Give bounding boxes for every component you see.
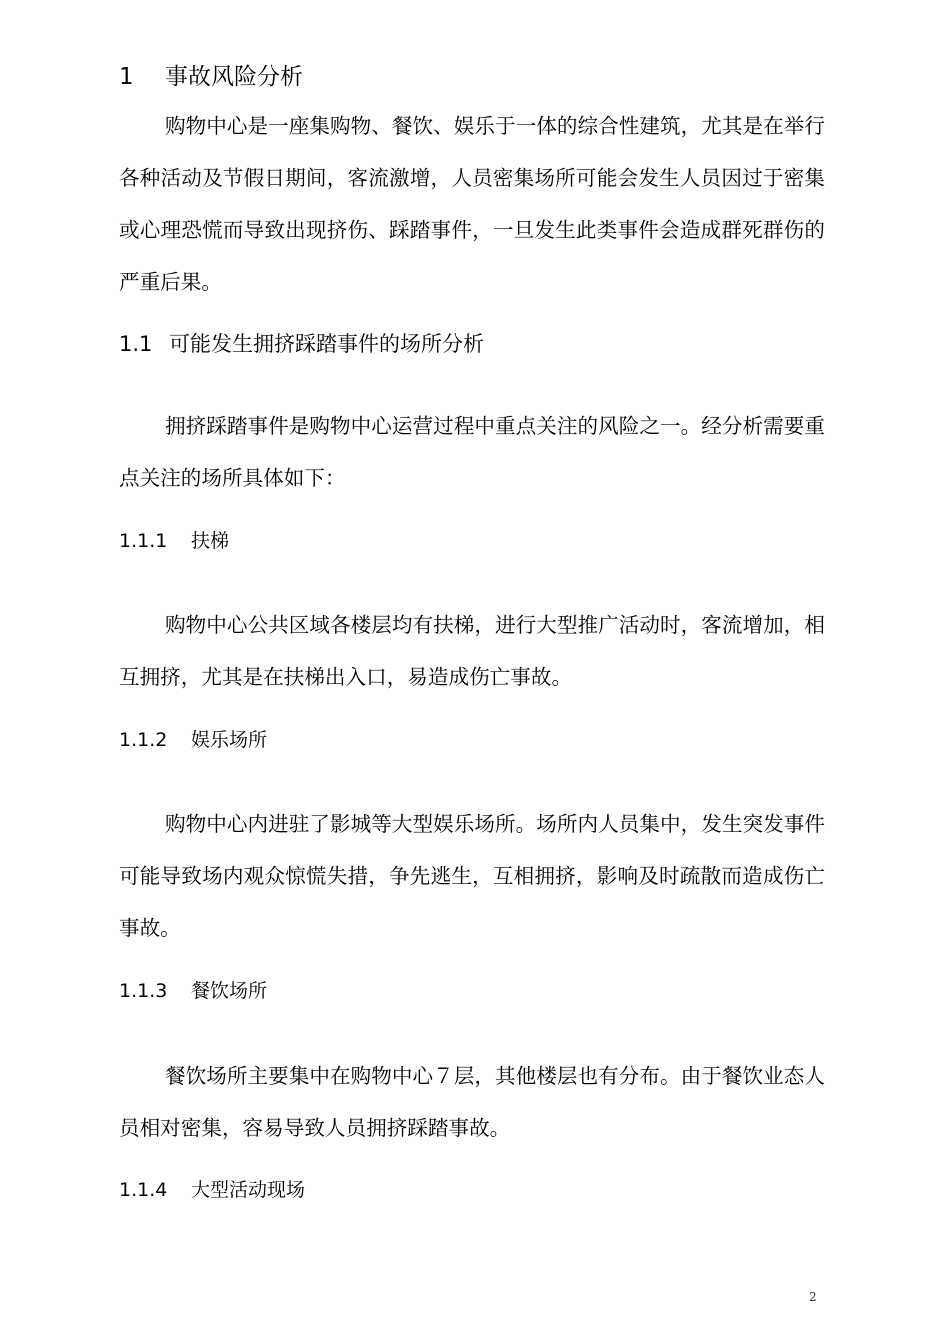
heading-1	[119, 60, 303, 94]
heading-1-number: 1	[119, 64, 134, 90]
heading-1-1-2	[119, 726, 267, 754]
heading-1-1	[119, 329, 484, 359]
heading-1-1-1-number: 1.1.1	[119, 530, 168, 552]
escalator-paragraph: 购物中心公共区域各楼层均有扶梯，进行大型推广活动时，客流增加，相互拥挤，尤其是在扶梯出入口，易造成伤亡事故。	[119, 613, 825, 689]
heading-1-1-1	[119, 527, 229, 555]
heading-1-1-number: 1.1	[119, 332, 153, 356]
heading-1-1-4	[119, 1176, 305, 1204]
dining-paragraph: 餐饮场所主要集中在购物中心７层，其他楼层也有分布。由于餐饮业态人员相对密集，容易导致人员拥挤踩踏事故。	[119, 1064, 825, 1140]
section-1-1-paragraph: 拥挤踩踏事件是购物中心运营过程中重点关注的风险之一。经分析需要重点关注的场所具体如下：	[119, 414, 825, 490]
page-number: 2	[809, 1290, 817, 1304]
entertainment-paragraph: 购物中心内进驻了影城等大型娱乐场所。场所内人员集中，发生突发事件可能导致场内观众惊慌失措，争先逃生，互相拥挤，影响及时疏散而造成伤亡事故。	[119, 812, 825, 940]
heading-1-1-4-title: 大型活动现场	[191, 1179, 306, 1201]
heading-1-1-3-number: 1.1.3	[119, 980, 168, 1002]
intro-paragraph: 购物中心是一座集购物、餐饮、娱乐于一体的综合性建筑，尤其是在举行各种活动及节假日期间，客流激增，人员密集场所可能会发生人员因过于密集或心理恐慌而导致出现挤伤、踩踏事件，一旦发生此类事件会造成群死群伤的严重后果。	[119, 114, 825, 294]
heading-1-1-3-title: 餐饮场所	[191, 980, 268, 1002]
heading-1-1-1-title: 扶梯	[191, 530, 230, 552]
heading-1-1-2-number: 1.1.2	[119, 729, 168, 751]
heading-1-1-title: 可能发生拥挤踩踏事件的场所分析	[169, 332, 484, 356]
heading-1-1-3	[119, 977, 267, 1005]
heading-1-1-4-number: 1.1.4	[119, 1179, 168, 1201]
heading-1-1-2-title: 娱乐场所	[191, 729, 268, 751]
heading-1-title: 事故风险分析	[165, 64, 303, 90]
